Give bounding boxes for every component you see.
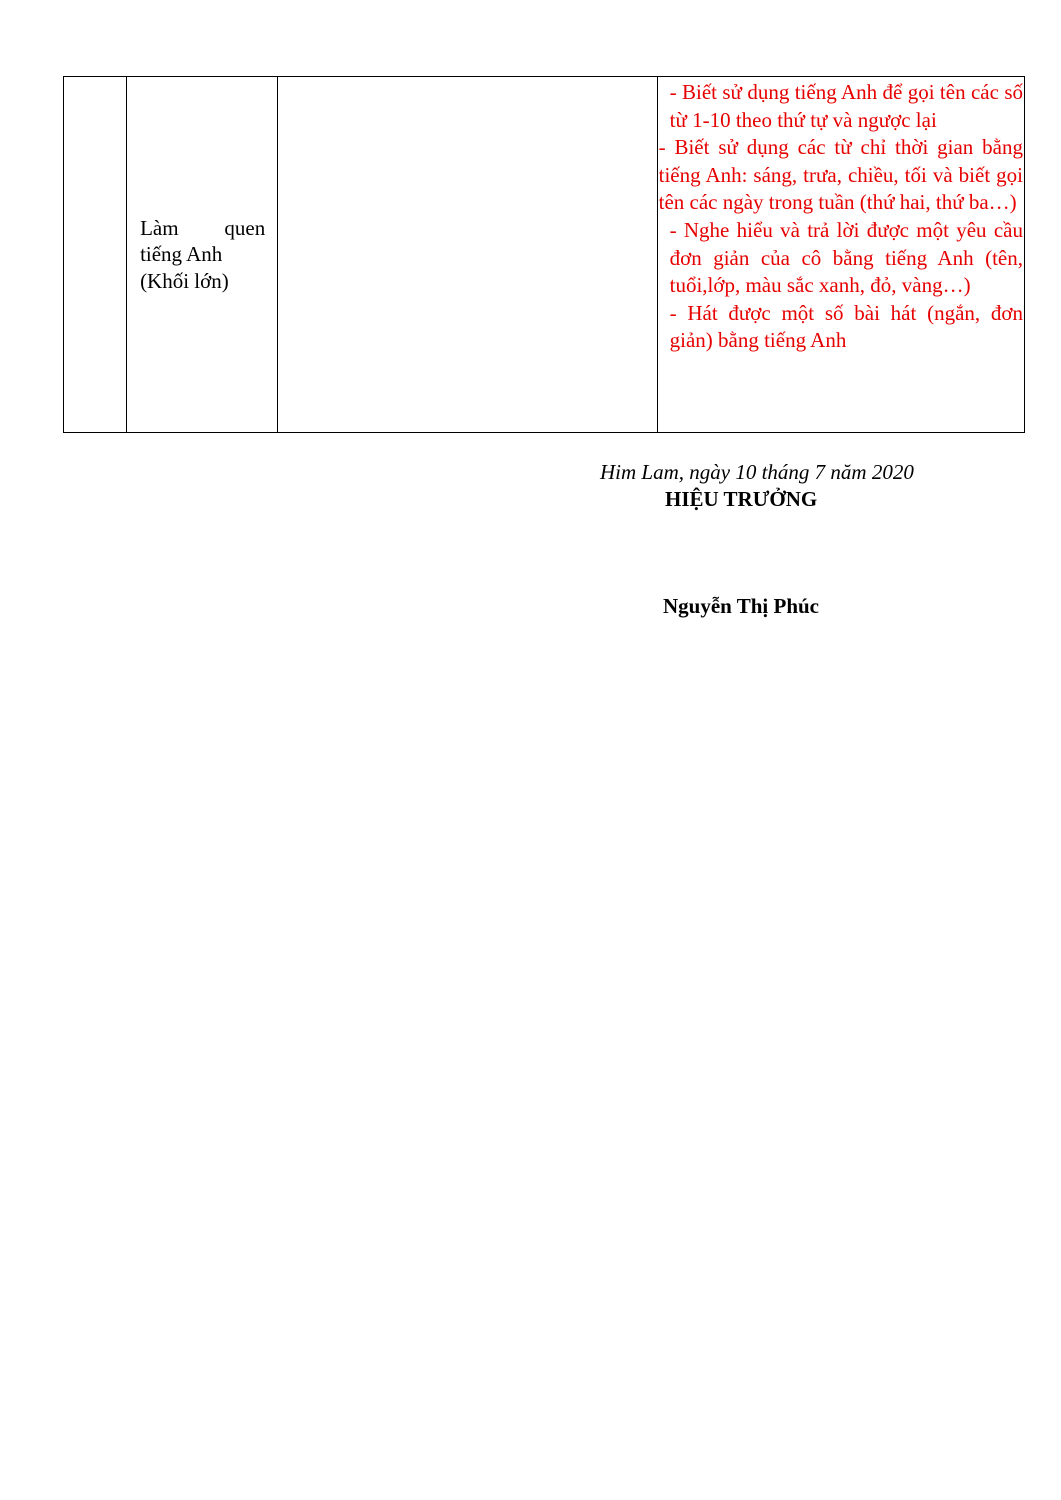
subject-line-3: (Khối lớn)	[140, 268, 229, 293]
curriculum-table	[63, 76, 1025, 433]
content-item: - Biết sử dụng các từ chỉ thời gian bằng tiếng Anh: sáng, trưa, chiều, tối và biết gọi tên các ngày trong tuần (thứ hai, thứ ba…)	[658, 135, 1023, 215]
signature-title: HIỆU TRƯỞNG	[665, 487, 818, 511]
table-row	[64, 77, 1025, 433]
signature-place-date: Him Lam, ngày 10 tháng 7 năm 2020	[600, 460, 914, 484]
subject-line-2: tiếng Anh	[140, 242, 223, 267]
content-cell	[657, 77, 1024, 433]
empty-cell	[278, 77, 657, 433]
content-item: - Biết sử dụng tiếng Anh để gọi tên các số từ 1-10 theo thứ tự và ngược lại	[669, 80, 1023, 132]
index-cell	[64, 77, 127, 433]
subject-word-1: Làm	[140, 215, 179, 240]
subject-word-2: quen	[224, 215, 266, 240]
subject-name	[127, 215, 277, 295]
subject-cell	[127, 77, 278, 433]
subject-line-1	[140, 215, 265, 242]
content-item: - Hát được một số bài hát (ngắn, đơn giản) bằng tiếng Anh	[669, 300, 1023, 353]
content-item: - Nghe hiểu và trả lời được một yêu cầu đơn giản của cô bằng tiếng Anh (tên, tuổi,lớp, màu sắc xanh, đỏ, vàng…)	[669, 217, 1023, 298]
signature-name: Nguyễn Thị Phúc	[663, 594, 819, 618]
